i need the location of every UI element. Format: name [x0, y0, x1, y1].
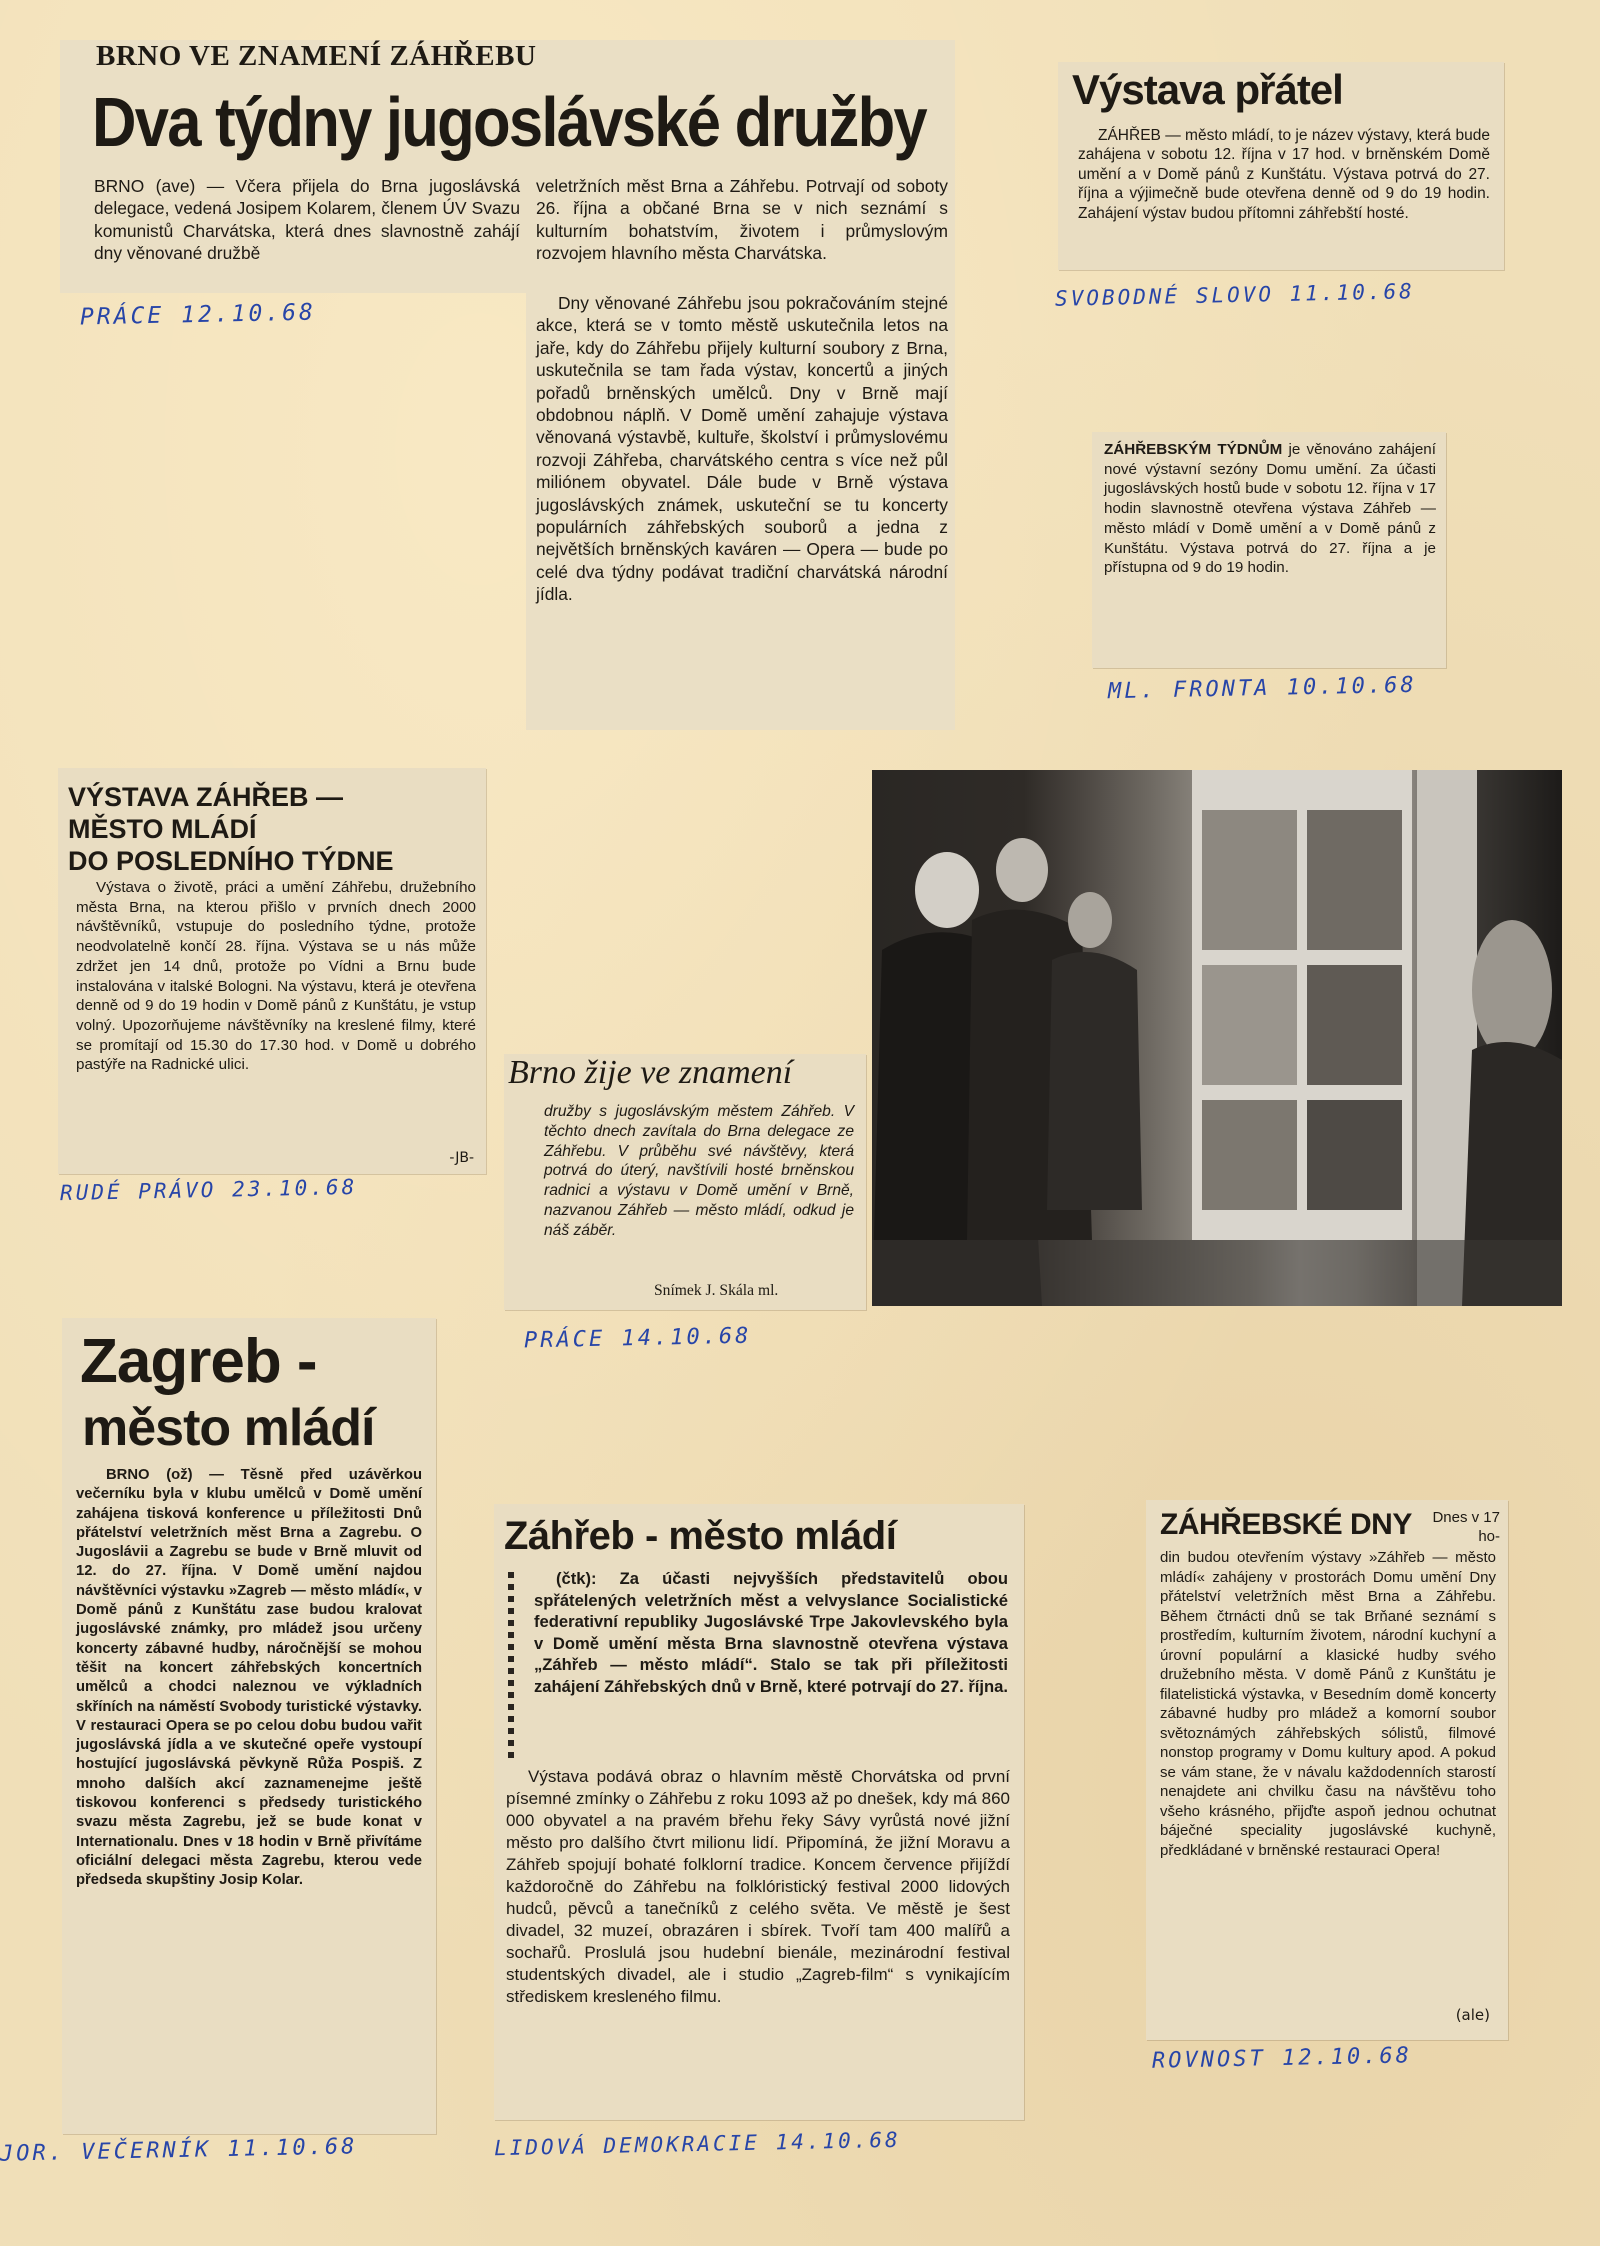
photo-image — [872, 770, 1562, 1306]
lead-words: ZÁHŘEBSKÝM TÝDNŮM — [1104, 441, 1283, 458]
handwritten-source: PRÁCE 14.10.68 — [523, 1323, 752, 1354]
handwritten-source: PRÁCE 12.10.68 — [79, 299, 317, 331]
signature: -JB- — [449, 1150, 474, 1166]
handwritten-source: ML. FRONTA 10.10.68 — [1107, 672, 1417, 705]
photo-credit: Snímek J. Skála ml. — [654, 1282, 779, 1299]
exhibition-photo — [872, 770, 1562, 1306]
kicker: BRNO VE ZNAMENÍ ZÁHŘEBU — [96, 40, 537, 72]
headline-line-2: MĚSTO MLÁDÍ — [68, 814, 257, 844]
handwritten-source: LIDOVÁ DEMOKRACIE 14.10.68 — [493, 2127, 901, 2161]
caption-body: družby s jugoslávským městem Záhřeb. V těchto dnech zavítala do Brna delegace ze Záhřebu. V průběhu své návštěvy, která potrvá do úterý, navštívili hosté brněnskou radnici a výstavu v Domě umění v Brně, nazvanou Záhřeb — město mládí, odkud je náš záběr. — [544, 1103, 854, 1239]
article-body: ZÁHŘEB — město mládí, to je název výstavy, která bude zahájena v sobotu 12. října v 17 hod. v brněnském Domě umění a v Domě pánů z Kunštátu. Výstava potrvá do 27. října a výjimečně bude otevřena denně od 9 do 19 hodin. Zahájení výstav budou přítomni záhřebští hosté. — [1078, 127, 1490, 222]
handwritten-source: SVOBODNÉ SLOVO 11.10.68 — [1054, 279, 1416, 311]
clip-rovnost — [1146, 1500, 1508, 2040]
article-column-1: BRNO (ave) — Včera přijela do Brna jugoslávská delegace, vedená Josipem Kolarem, členem ÚV Svazu komunistů Charvátska, která dnes slavnostně zahájí dny věnované družbě — [94, 176, 520, 264]
headline-line-1: Zagreb - — [80, 1327, 317, 1396]
headline-line-2: město mládí — [82, 1399, 375, 1457]
handwritten-source: JOR. VEČERNÍK 11.10.68 — [0, 2134, 358, 2167]
article-body: Výstava podává obraz o hlavním městě Chorvátska od první písemné zmínky o Záhřebu z roku 1093 až po dnešek, kdy má 860 000 obyvatel a na pravém břehu řeky Sávy vyrůstá nové jižní město pro dalšího čtvrt milionu lidí. Připomíná, že jižní Moravu a Záhřeb spojují bohaté folklorní tradice. Koncem července přijíždí každoročně do Záhřebu na folklóristický festival 2000 lidových hudců, pěvců a tanečníků z celého světa. Ve městě je šest divadel, 32 muzeí, obrazáren i sbírek. Tvoří tam 400 malířů a sochařů. Proslulá jsou hudební bienále, mezinárodní festival studentských divadel, ale i studio „Zagreb-film“ s vynikajícím střediskem kresleného filmu. — [506, 1767, 1010, 2006]
article-body — [1104, 440, 1436, 578]
headline: ZÁHŘEBSKÉ DNY — [1160, 1508, 1412, 1541]
clip-mlada-fronta — [1092, 432, 1446, 668]
clip-vecernik — [62, 1318, 436, 2134]
article-lead: (čtk): Za účasti nejvyšších představitelů obou spřátelených veletržních měst a velvyslance Socialistické federativní republiky Jugoslávské Trpe Jakovlevského byla v Domě umění města Brna slavnostně otevřena výstava „Záhřeb — město mládí“. Stalo se tak při příležitosti zahájení Záhřebských dnů v Brně, které potrvají do 27. října. — [534, 1569, 1008, 1696]
article-body: Výstava o životě, práci a umění Záhřebu, družebního města Brna, na kterou přišlo v prvních dnech 2000 návštěvníků, vstupuje do posledního týdne, protože neodvolatelně končí 28. října. Výstava se u nás může zdržet jen 14 dnů, protože po Vídni a Brnu bude instalována v italské Bologni. Na výstavu, která je otevřena denně od 9 do 19 hodin v Domě pánů z Kunštátu, je vstup volný. Upozorňujeme návštěvníky na kreslené filmy, které se promítají od 15.30 do 17.30 hod. v Domě u dobrého pastýře na Radnické ulici. — [76, 879, 476, 1074]
article-body: din budou otevřením výstavy »Záhřeb — město mládí« zahájeny v prostorách Domu umění Dny přátelství veletržních měst Brna a Záhřebu. Během čtrnácti dnů se tak Brňané seznámí s prostředím, kulturním životem, národní kuchyní a úrovní populární a klasické hudby svého družebního města. V domě Pánů z Kunštátu je filatelistická výstavka, v Besedním domě koncerty zábavné hudby pro mládež a komorní soubor světoznámých záhřebských sólistů, filmové nonstop programy v Domu kultury apod. A pokud se vám stane, že v návalu každodenních starostí nenajdete ani chvilku času na návštěvu toho všeho krásného, přijďte aspoň jednou ochutnat báječné speciality jugoslávské kuchyně, předkládané v brněnské restauraci Opera! — [1160, 1549, 1496, 1859]
body-text: je věnováno zahájení nové výstavní sezóny Domu umění. Za účasti jugoslávských hostů bude v sobotu 12. října v 17 hodin slavnostně otevřena výstava Záhřeb — město mládí v Domě umění a v Domě pánů z Kunštátu. Výstava potrvá do 27. října a je přístupna od 9 do 19 hodin. — [1104, 441, 1436, 577]
handwritten-source: ROVNOST 12.10.68 — [1151, 2043, 1413, 2074]
clip-lidova-demokracie — [494, 1504, 1024, 2120]
headline: Brno žije ve znamení — [508, 1054, 793, 1091]
signature: (ale) — [1455, 2006, 1490, 2024]
article-column-2-cont: Dny věnované Záhřebu jsou pokračováním stejné akce, která se v tomto městě uskutečnila letos na jaře, kdy do Záhřebu přijely kulturní soubory z Brna, uskutečnila se tam řada výstav, koncertů a jiných pořadů brněnských umělců. Dny v Brně mají obdobnou náplň. V Domě umění zahajuje výstava věnovaná výstavbě, kultuře, školství i průmyslovému rozvoji Záhřeba, charvátského centra s více než půl miliónem obyvatel. Dále bude v Brně výstava jugoslávských známek, uskuteční se tu koncerty populárních záhřebských souborů a jedna z největších brněnských kaváren — Opera — bude po celé dva týdny podávat tradiční charvátská národní jídla. — [536, 293, 948, 605]
headline-line-1: VÝSTAVA ZÁHŘEB — — [68, 782, 344, 812]
headline: Dva týdny jugoslávské družby — [92, 83, 926, 161]
article-top-text: Dnes v 17 ho- — [1432, 1509, 1500, 1545]
article-body: BRNO (ož) — Těsně před uzávěrkou večerníku byla v klubu umělců v Domě umění zahájena tisková konference u příležitosti Dnů přátelství veletržních měst Brna a Zagrebu. O Jugoslávii a Zagrebu se bude v Brně mluvit od 12. do 27. října. V Domě umění najdou návštěvníci výstavku »Zagreb — město mládí«, v Domě pánů z Kunštátu zase budou kralovat jugoslávské známky, pro mládež jsou určeny koncerty zábavné hudby, náročnější se mohou těšit na koncert záhřebských koncertních umělců a chodci naleznou ve výkladních skříních na náměstí Svobody turistické výstavky. V restauraci Opera se po celou dobu budou vařit jugoslávská jídla a ve skutečné opeře vystoupí hostující jugoslávská pěvkyně Růža Pospiš. Z mnoho dalších akcí zaznamenejme ještě tiskovou konferenci s předsedy turistického svazu města Zagrebu, jež se bude konat v Internationalu. Dnes v 18 hodin v Brně přivítáme oficiální delegaci města Zagrebu, kterou vede předseda skupštiny Josip Kolar. — [76, 1467, 422, 1889]
clip-svobodne-slovo — [1058, 62, 1504, 270]
article-column-2: veletržních měst Brna a Záhřebu. Potrvají od soboty 26. října a občané Brna se v nich seznámí s kulturním bohatstvím, životem i průmyslovým rozvojem hlavního města Charvátska. — [536, 176, 948, 264]
clip-prace-photo-caption — [504, 1054, 866, 1310]
headline: Záhřeb - město mládí — [504, 1514, 897, 1558]
headline-line-3: DO POSLEDNÍHO TÝDNE — [68, 846, 394, 876]
border-ornament — [508, 1572, 514, 1764]
headline: Výstava přátel — [1072, 66, 1343, 113]
handwritten-source: RUDÉ PRÁVO 23.10.68 — [59, 1174, 358, 1206]
clip-prace-article — [60, 40, 958, 730]
clip-rude-pravo — [58, 768, 486, 1174]
